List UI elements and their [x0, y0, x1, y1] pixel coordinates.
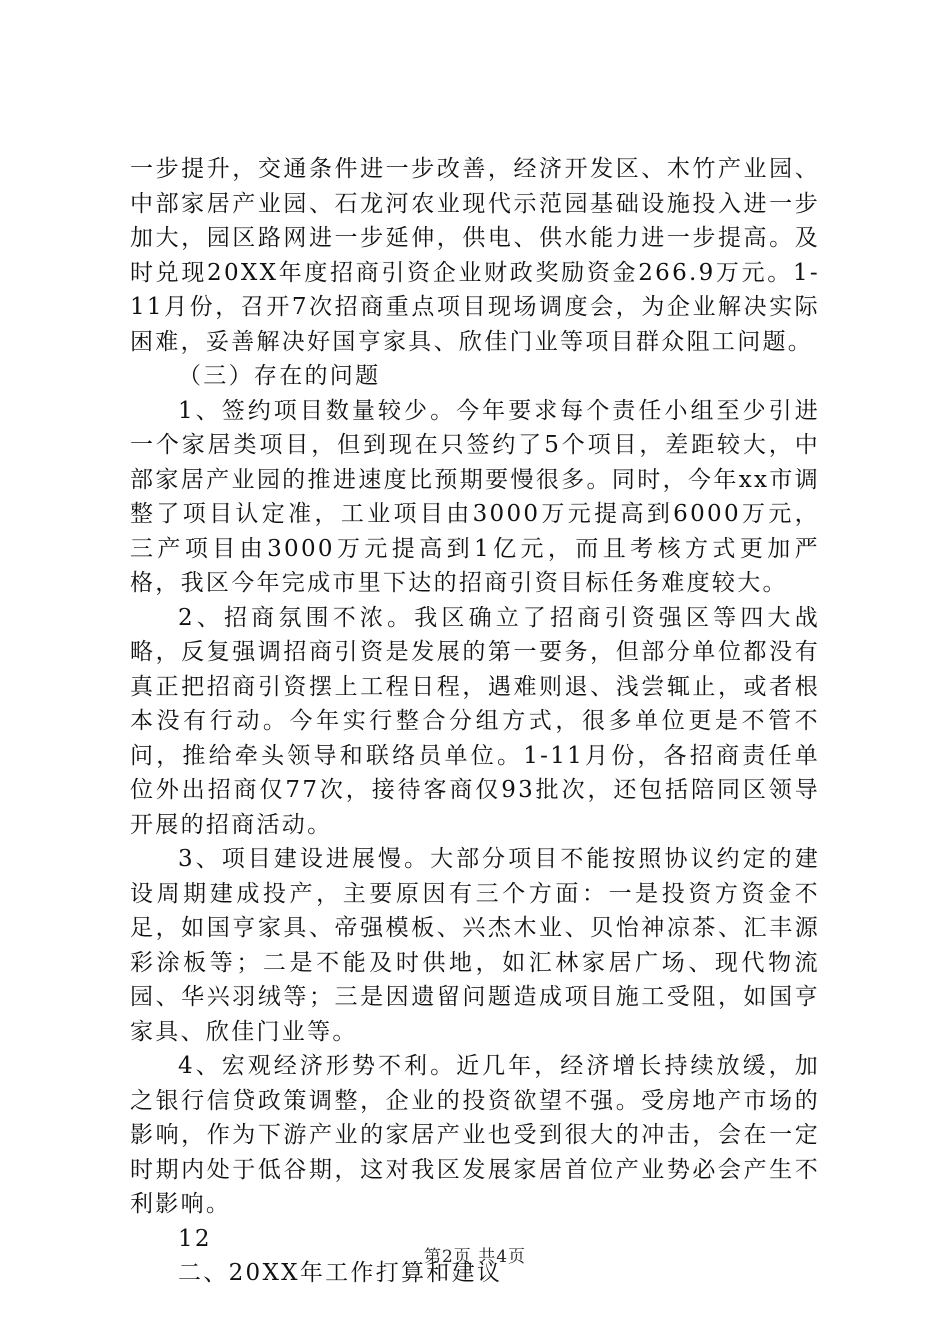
stray-number: 12 [178, 1225, 212, 1252]
document-body [130, 152, 820, 1291]
section-heading-plan: 二、20XX年工作打算和建议 [178, 1260, 503, 1286]
paragraph-problem-4: 4、宏观经济形势不利。近几年，经济增长持续放缓，加之银行信贷政策调整，企业的投资欲望不强。受房地产市场的影响，作为下游产业的家居产业也受到很大的冲击，会在一定时期内处于低谷期，这对我区发展家居首位产业势必会产生不利影响。 [130, 1053, 820, 1217]
paragraph-problem-3: 3、项目建设进展慢。大部分项目不能按照协议约定的建设周期建成投产，主要原因有三个方面：一是投资方资金不足，如国亨家具、帝强模板、兴杰木业、贝怡神凉茶、汇丰源彩涂板等；二是不能及时供地，如汇林家居广场、现代物流园、华兴羽绒等；三是因遗留问题造成项目施工受阻，如国亨家具、欣佳门业等。 [130, 846, 820, 1045]
paragraph-problem-1: 1、签约项目数量较少。今年要求每个责任小组至少引进一个家居类项目，但到现在只签约了5个项目，差距较大，中部家居产业园的推进速度比预期要慢很多。同时，今年xx市调整了项目认定准，工业项目由3000万元提高到6000万元，三产项目由3000万元提高到1亿元，而且考核方式更加严格，我区今年完成市里下达的招商引资目标任务难度较大。 [130, 397, 820, 596]
paragraph-problem-2: 2、招商氛围不浓。我区确立了招商引资强区等四大战略，反复强调招商引资是发展的第一要务，但部分单位都没有真正把招商引资摆上工程日程，遇难则退、浅尝辄止，或者根本没有行动。今年实行整合分组方式，很多单位更是不管不问，推给牵头领导和联络员单位。1-11月份，各招商责任单位外出招商仅77次，接待客商仅93批次，还包括陪同区领导开展的招商活动。 [130, 604, 820, 838]
paragraph-continuation: 一步提升，交通条件进一步改善，经济开发区、木竹产业园、中部家居产业园、石龙河农业现代示范园基础设施投入进一步加大，园区路网进一步延伸，供电、供水能力进一步提高。及时兑现20XX年度招商引资企业财政奖励资金266.9万元。1-11月份，召开7次招商重点项目现场调度会，为企业解决实际困难，妥善解决好国亨家具、欣佳门业等项目群众阻工问题。 [130, 156, 820, 355]
section-heading-problems: （三）存在的问题 [178, 363, 381, 389]
page-footer: 第2页 共4页 [423, 1247, 527, 1267]
